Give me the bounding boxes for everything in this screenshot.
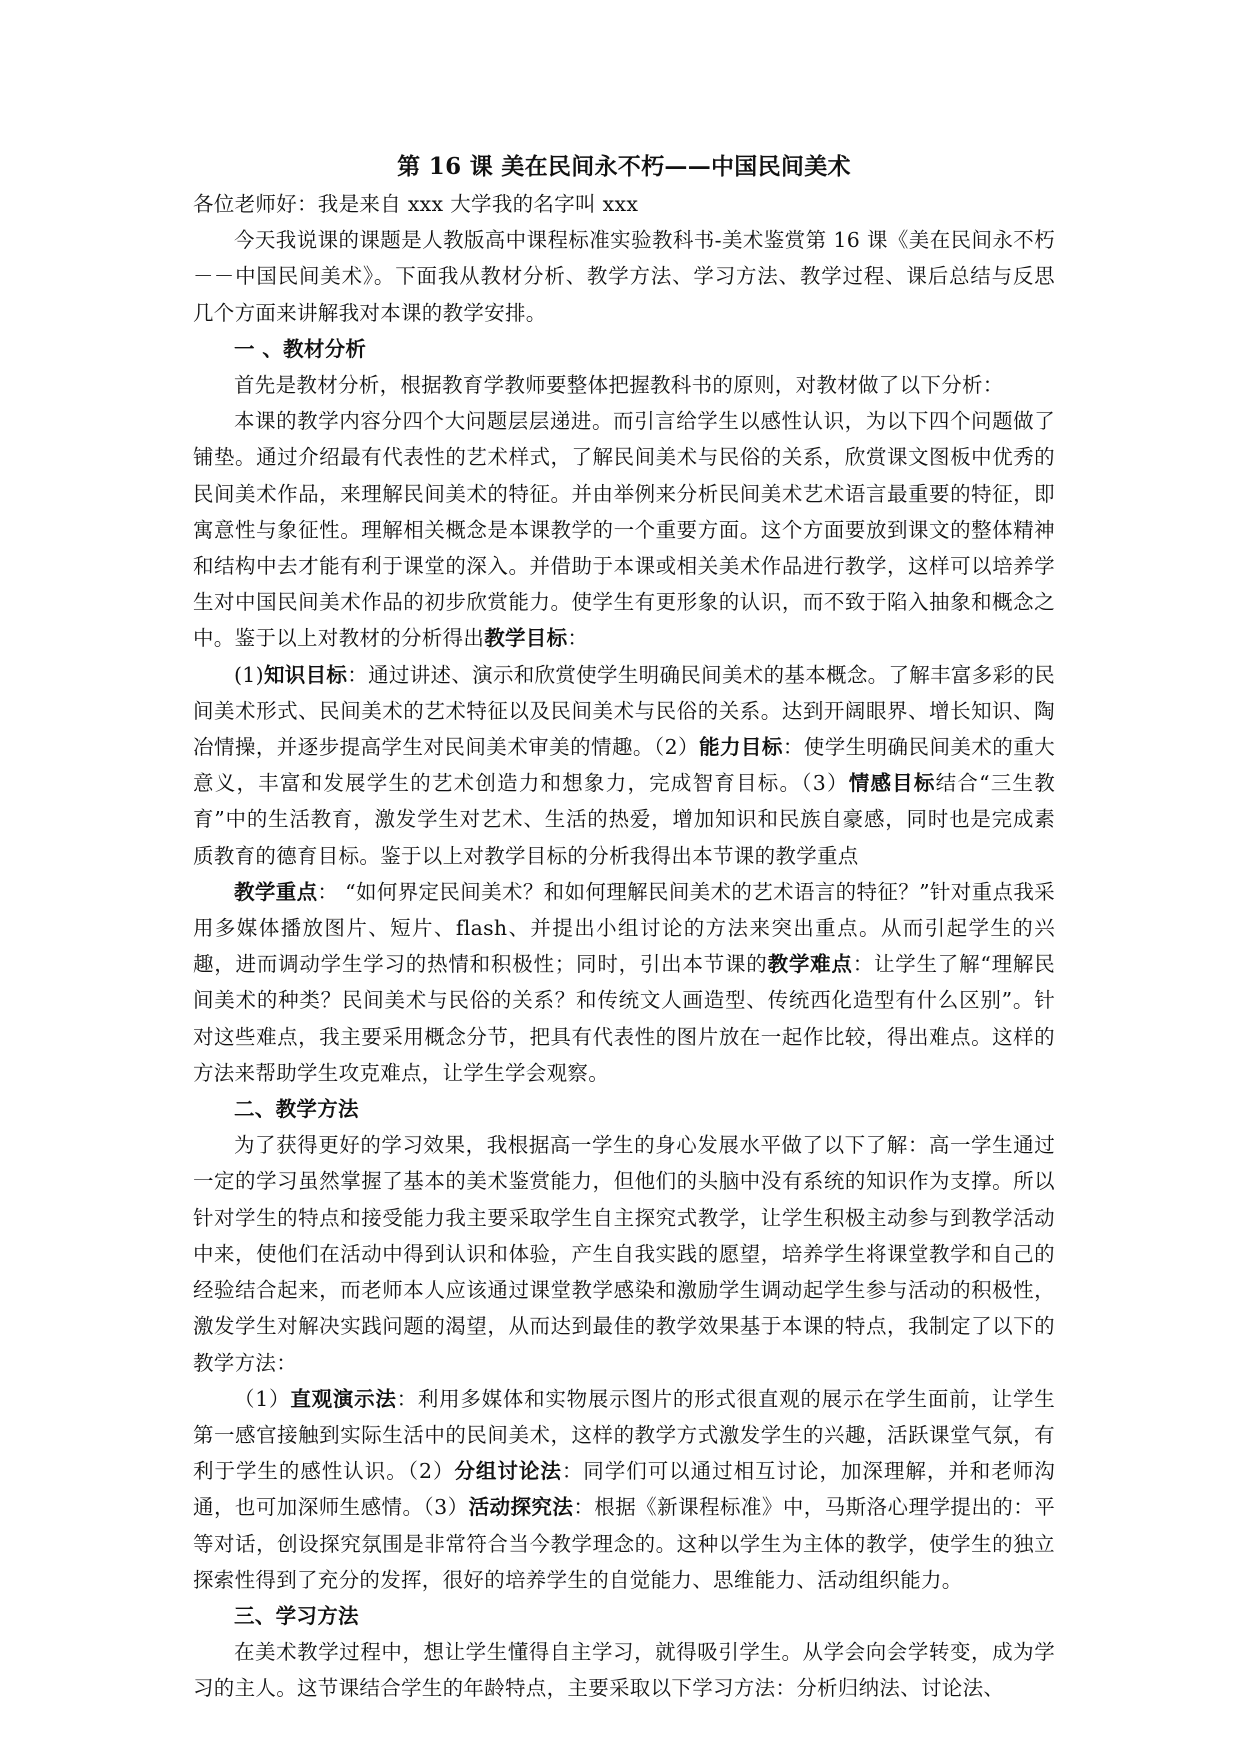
greeting-line: 各位老师好：我是来自 xxx 大学我的名字叫 xxx [193,192,639,216]
paragraph-text: 本课的教学内容分四个大问题层层递进。而引言给学生以感性认识，为以下四个问题做了铺垫。通过介绍最有代表性的艺术样式，了解民间美术与民俗的关系，欣赏课文图板中优秀的民间美术作品，来理解民间美术的特征。并由举例来分析民间美术艺术语言最重要的特征，即寓意性与象征性。理解相关概念是本课教学的一个重要方面。这个方面要放到课文的整体精神和结构中去才能有利于课堂的深入。并借助于本课或相关美术作品进行教学，这样可以培养学生对中国民间美术作品的初步欣赏能力。使学生有更形象的认识，而不致于陷入抽象和概念之中。鉴于以上对教材的分析得出 [193,409,1055,651]
materials-paragraph-1: 首先是教材分析，根据教育学教师要整体把握教科书的原则，对教材做了以下分析： [234,373,1004,398]
key-points-paragraph [193,874,1055,1091]
section-heading-materials: 一 、教材分析 [234,336,367,361]
paragraph-text: ：同学们可以通过相互讨论，加深理解，并和老师沟通，也可加深师生感情。（3） [193,1459,1056,1520]
paragraph-text: ： [567,626,589,651]
bold-term-demonstration: 直观演示法 [290,1386,397,1411]
paragraph-text: ：利用多媒体和实物展示图片的形式很直观的展示在学生面前，让学生第一感官接触到实际生活中的民间美术，这样的教学方式激发学生的兴趣，活跃课堂气氛，有利于学生的感性认识。（2） [193,1386,1055,1484]
methods-paragraph-1: 为了获得更好的学习效果，我根据高一学生的身心发展水平做了以下了解：高一学生通过一定的学习虽然掌握了基本的美术鉴赏能力，但他们的头脑中没有系统的知识作为支撑。所以针对学生的特点和接受能力我主要采取学生自主探究式教学，让学生积极主动参与到教学活动中来，使他们在活动中得到认识和体验，产生自我实践的愿望，培养学生将课堂教学和自己的经验结合起来，而老师本人应该通过课堂教学感染和激励学生调动起学生参与活动的积极性，激发学生对解决实践问题的渴望，从而达到最佳的教学效果基于本课的特点，我制定了以下的教学方法： [193,1133,1055,1375]
methods-paragraph-2 [193,1381,1055,1598]
bold-term-inquiry: 活动探究法 [468,1495,574,1520]
paragraph-text: ：让学生了解“理解民间美术的种类？民间美术与民俗的关系？和传统文人画造型、传统西化造型有什么区别”。针对这些难点，我主要采用概念分节，把具有代表性的图片放在一起作比较，得出难点。这样的方法来帮助学生攻克难点，让学生学会观察。 [193,952,1055,1085]
paragraph-text: （1） [234,1386,291,1411]
document-page [193,148,1055,1707]
paragraph-text: ： “如何界定民间美术？和如何理解民间美术的艺术语言的特征？”针对重点我采用多媒体播放图片、短片、flash、并提出小组讨论的方法来突出重点。从而引起学生的兴趣，进而调动学生学习的热情和积极性；同时，引出本节课的 [193,879,1055,977]
paragraph-text: ：通过讲述、演示和欣赏使学生明确民间美术的基本概念。了解丰富多彩的民间美术形式、民间美术的艺术特征以及民间美术与民俗的关系。达到开阔眼界、增长知识、陶冶情操，并逐步提高学生对民间美术审美的情趣。（2） [193,662,1056,760]
intro-paragraph: 今天我说课的课题是人教版高中课程标准实验教科书-美术鉴赏第 16 课《美在民间永不朽－－中国民间美术》。下面我从教材分析、教学方法、学习方法、教学过程、课后总结与反思几个方面来讲解我对本课的教学安排。 [193,228,1055,325]
materials-paragraph-2 [193,403,1055,656]
bold-term-key-points: 教学重点 [234,879,318,904]
page-title: 第 16 课 美在民间永不朽——中国民间美术 [397,153,851,180]
paragraph-text: (1) [234,662,264,687]
bold-term-emotion-goal: 情感目标 [848,771,936,796]
bold-term-knowledge-goal: 知识目标 [263,662,348,687]
bold-term-teaching-goals: 教学目标 [484,626,568,651]
paragraph-text: ：根据《新课程标准》中，马斯洛心理学提出的：平等对话，创设探究氛围是非常符合当今教学理念的。这种以学生为主体的教学，使学生的独立探索性得到了充分的发挥，很好的培养学生的自觉能力、思维能力、活动组织能力。 [193,1495,1055,1592]
section-heading-methods: 二、教学方法 [234,1097,359,1122]
goals-paragraph [193,657,1055,874]
paragraph-text: ：使学生明确民间美术的重大意义，丰富和发展学生的艺术创造力和想象力，完成智育目标。（3） [193,735,1055,796]
section-heading-learning: 三、学习方法 [234,1603,359,1628]
paragraph-text: 结合“三生教育”中的生活教育，激发学生对艺术、生活的热爱，增加知识和民族自豪感，同时也是完成素质教育的德育目标。鉴于以上对教学目标的分析我得出本节课的教学重点 [193,771,1056,868]
bold-term-ability-goal: 能力目标 [699,735,783,760]
learning-paragraph-1: 在美术教学过程中，想让学生懂得自主学习，就得吸引学生。从学会向会学转变，成为学习的主人。这节课结合学生的年龄特点，主要采取以下学习方法：分析归纳法、讨论法、 [193,1640,1055,1701]
bold-term-difficulties: 教学难点 [767,952,853,977]
bold-term-group-discussion: 分组讨论法 [454,1459,562,1484]
